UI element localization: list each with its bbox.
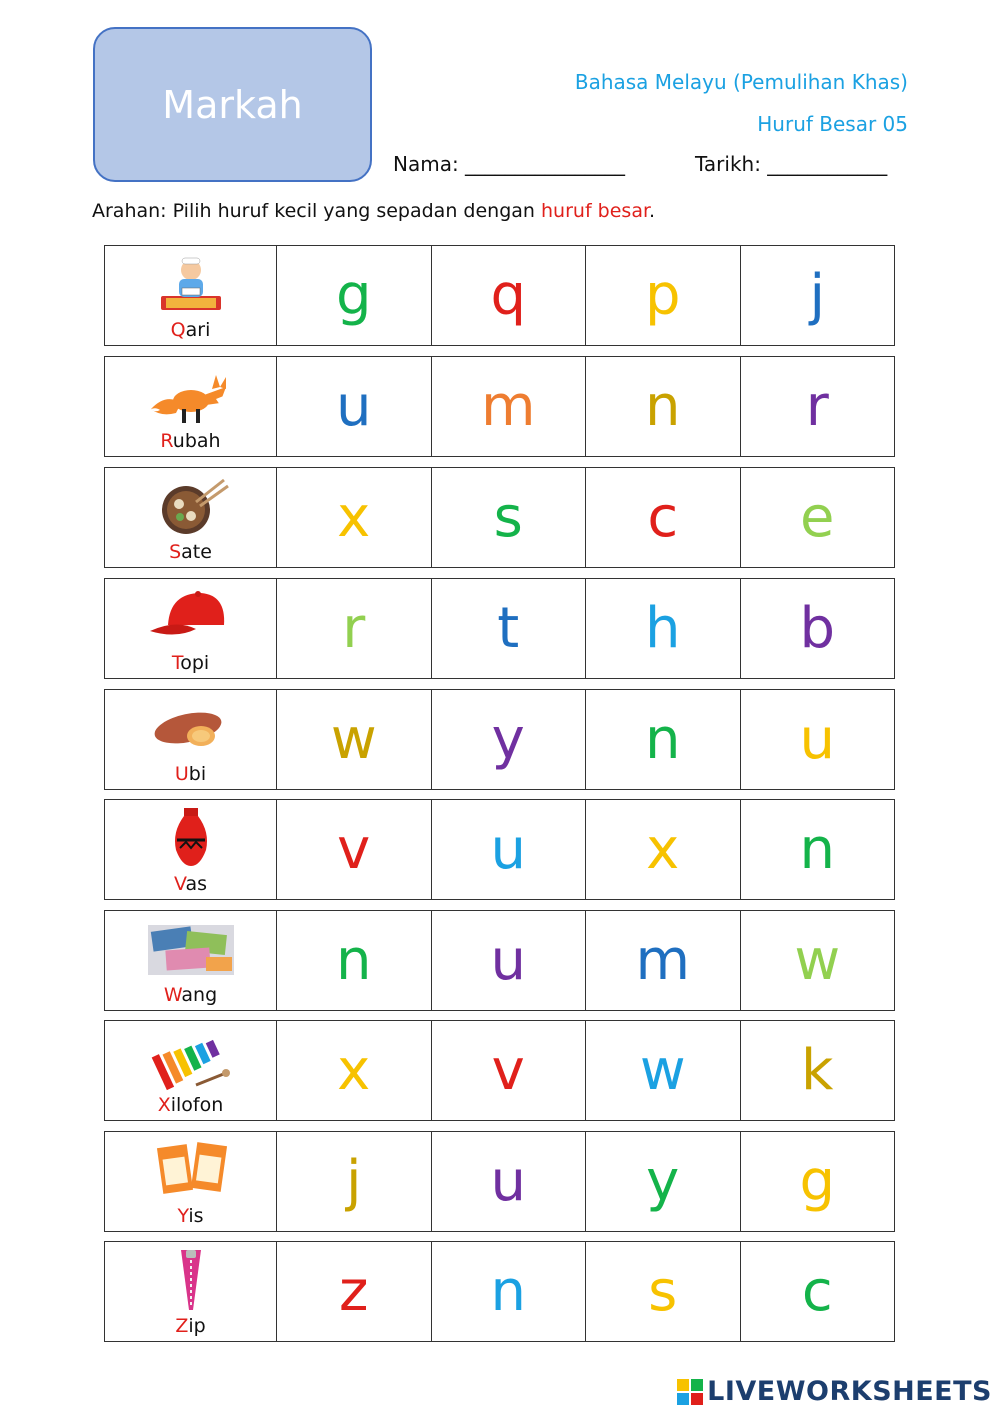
table-row: [104, 578, 895, 679]
picture-cell: [105, 690, 277, 789]
capital-letter: Q: [170, 319, 186, 341]
zipper-icon: [146, 1248, 236, 1312]
letter-choice[interactable]: k: [801, 1037, 834, 1103]
money-icon: [146, 917, 236, 981]
letter-choice[interactable]: w: [586, 1021, 741, 1120]
picture-word: [105, 1205, 276, 1227]
picture-word: [105, 430, 276, 452]
letter-choice[interactable]: g: [277, 246, 432, 345]
table-row: [104, 1241, 895, 1342]
letter-choice[interactable]: e: [800, 484, 835, 550]
letter-choice[interactable]: y: [432, 690, 587, 789]
capital-letter: S: [169, 541, 182, 563]
name-field: Nama: ________________: [393, 152, 626, 176]
letter-choice[interactable]: j: [277, 1132, 432, 1231]
picture-word: [105, 763, 276, 785]
satay-icon: [146, 474, 236, 538]
table-row: [104, 1131, 895, 1232]
instruction-suffix: .: [649, 200, 656, 222]
picture-cell: [105, 468, 277, 567]
capital-letter: X: [157, 1094, 171, 1116]
picture-word: [105, 873, 276, 895]
liveworksheets-logo-icon: [677, 1379, 703, 1405]
letter-choice[interactable]: c: [801, 1258, 833, 1324]
word-rest: ilofon: [170, 1094, 224, 1116]
picture-word: [105, 1094, 276, 1116]
picture-cell: [105, 800, 277, 899]
letter-choice[interactable]: n: [799, 816, 835, 882]
vase-icon: [146, 806, 236, 870]
letter-choice[interactable]: m: [432, 357, 587, 456]
cap-icon: [146, 585, 236, 649]
letter-choice[interactable]: w: [277, 690, 432, 789]
instruction-text: Arahan: Pilih huruf kecil yang sepadan dengan: [92, 200, 541, 222]
picture-cell: [105, 246, 277, 345]
letter-choice[interactable]: z: [277, 1242, 432, 1341]
word-rest: is: [188, 1205, 204, 1227]
letter-choice[interactable]: j: [809, 262, 826, 328]
letter-choice[interactable]: q: [432, 246, 587, 345]
letter-choice[interactable]: s: [432, 468, 587, 567]
capital-letter: Y: [177, 1205, 189, 1227]
worksheet-title: Huruf Besar 05: [757, 112, 908, 136]
word-rest: ate: [181, 541, 212, 563]
letter-choice[interactable]: u: [277, 357, 432, 456]
picture-word: [105, 652, 276, 674]
picture-cell: [105, 1132, 277, 1231]
brand-text: LIVEWORKSHEETS: [707, 1376, 992, 1407]
subject-title: Bahasa Melayu (Pemulihan Khas): [574, 70, 908, 94]
capital-letter: U: [174, 763, 189, 785]
instruction: [92, 200, 655, 222]
markah-score-box: [93, 27, 372, 182]
letter-choice[interactable]: m: [586, 911, 741, 1010]
letter-choice[interactable]: x: [586, 800, 741, 899]
letter-choice[interactable]: v: [277, 800, 432, 899]
picture-cell: [105, 357, 277, 456]
date-field: Tarikh: ____________: [695, 152, 888, 176]
letter-choice[interactable]: t: [432, 579, 587, 678]
word-rest: bi: [188, 763, 207, 785]
picture-word: [105, 319, 276, 341]
picture-cell: [105, 1021, 277, 1120]
letter-choice[interactable]: n: [586, 357, 741, 456]
letter-choice[interactable]: x: [277, 468, 432, 567]
letter-choice[interactable]: s: [586, 1242, 741, 1341]
word-rest: ip: [188, 1315, 206, 1337]
word-rest: ang: [181, 984, 218, 1006]
letter-choice[interactable]: n: [586, 690, 741, 789]
table-row: [104, 799, 895, 900]
letter-choice[interactable]: u: [432, 1132, 587, 1231]
instruction-highlight: huruf besar: [541, 200, 650, 222]
yeast-packet-icon: [146, 1138, 236, 1202]
picture-word: [105, 541, 276, 563]
letter-choice[interactable]: w: [794, 927, 841, 993]
letter-choice[interactable]: u: [799, 706, 835, 772]
letter-choice[interactable]: x: [277, 1021, 432, 1120]
picture-word: [105, 984, 276, 1006]
letter-choice[interactable]: u: [432, 911, 587, 1010]
word-rest: ubah: [172, 430, 221, 452]
letter-choice[interactable]: v: [432, 1021, 587, 1120]
markah-label: Markah: [162, 82, 303, 127]
capital-letter: R: [160, 430, 173, 452]
letter-choice[interactable]: n: [432, 1242, 587, 1341]
word-rest: opi: [180, 652, 210, 674]
letter-choice[interactable]: r: [277, 579, 432, 678]
letter-choice[interactable]: n: [277, 911, 432, 1010]
picture-cell: [105, 579, 277, 678]
capital-letter: Z: [175, 1315, 189, 1337]
table-row: [104, 910, 895, 1011]
letter-choice[interactable]: y: [586, 1132, 741, 1231]
picture-cell: [105, 1242, 277, 1341]
word-rest: as: [185, 873, 208, 895]
letter-choice[interactable]: u: [432, 800, 587, 899]
letter-choice[interactable]: r: [805, 373, 829, 439]
boy-reading-icon: [146, 252, 236, 316]
table-row: [104, 1020, 895, 1121]
fox-icon: [146, 363, 236, 427]
capital-letter: T: [171, 652, 181, 674]
capital-letter: W: [163, 984, 182, 1006]
letter-choice[interactable]: b: [799, 595, 836, 661]
letter-choice[interactable]: g: [799, 1148, 836, 1214]
table-row: [104, 356, 895, 457]
word-rest: ari: [185, 319, 211, 341]
table-row: [104, 245, 895, 346]
letter-choice[interactable]: h: [586, 579, 741, 678]
letter-choice[interactable]: c: [586, 468, 741, 567]
capital-letter: V: [173, 873, 186, 895]
liveworksheets-brand: [677, 1376, 992, 1407]
table-row: [104, 689, 895, 790]
picture-cell: [105, 911, 277, 1010]
table-row: [104, 467, 895, 568]
letter-choice[interactable]: p: [586, 246, 741, 345]
xylophone-icon: [146, 1027, 236, 1091]
picture-word: [105, 1315, 276, 1337]
sweet-potato-icon: [146, 696, 236, 760]
